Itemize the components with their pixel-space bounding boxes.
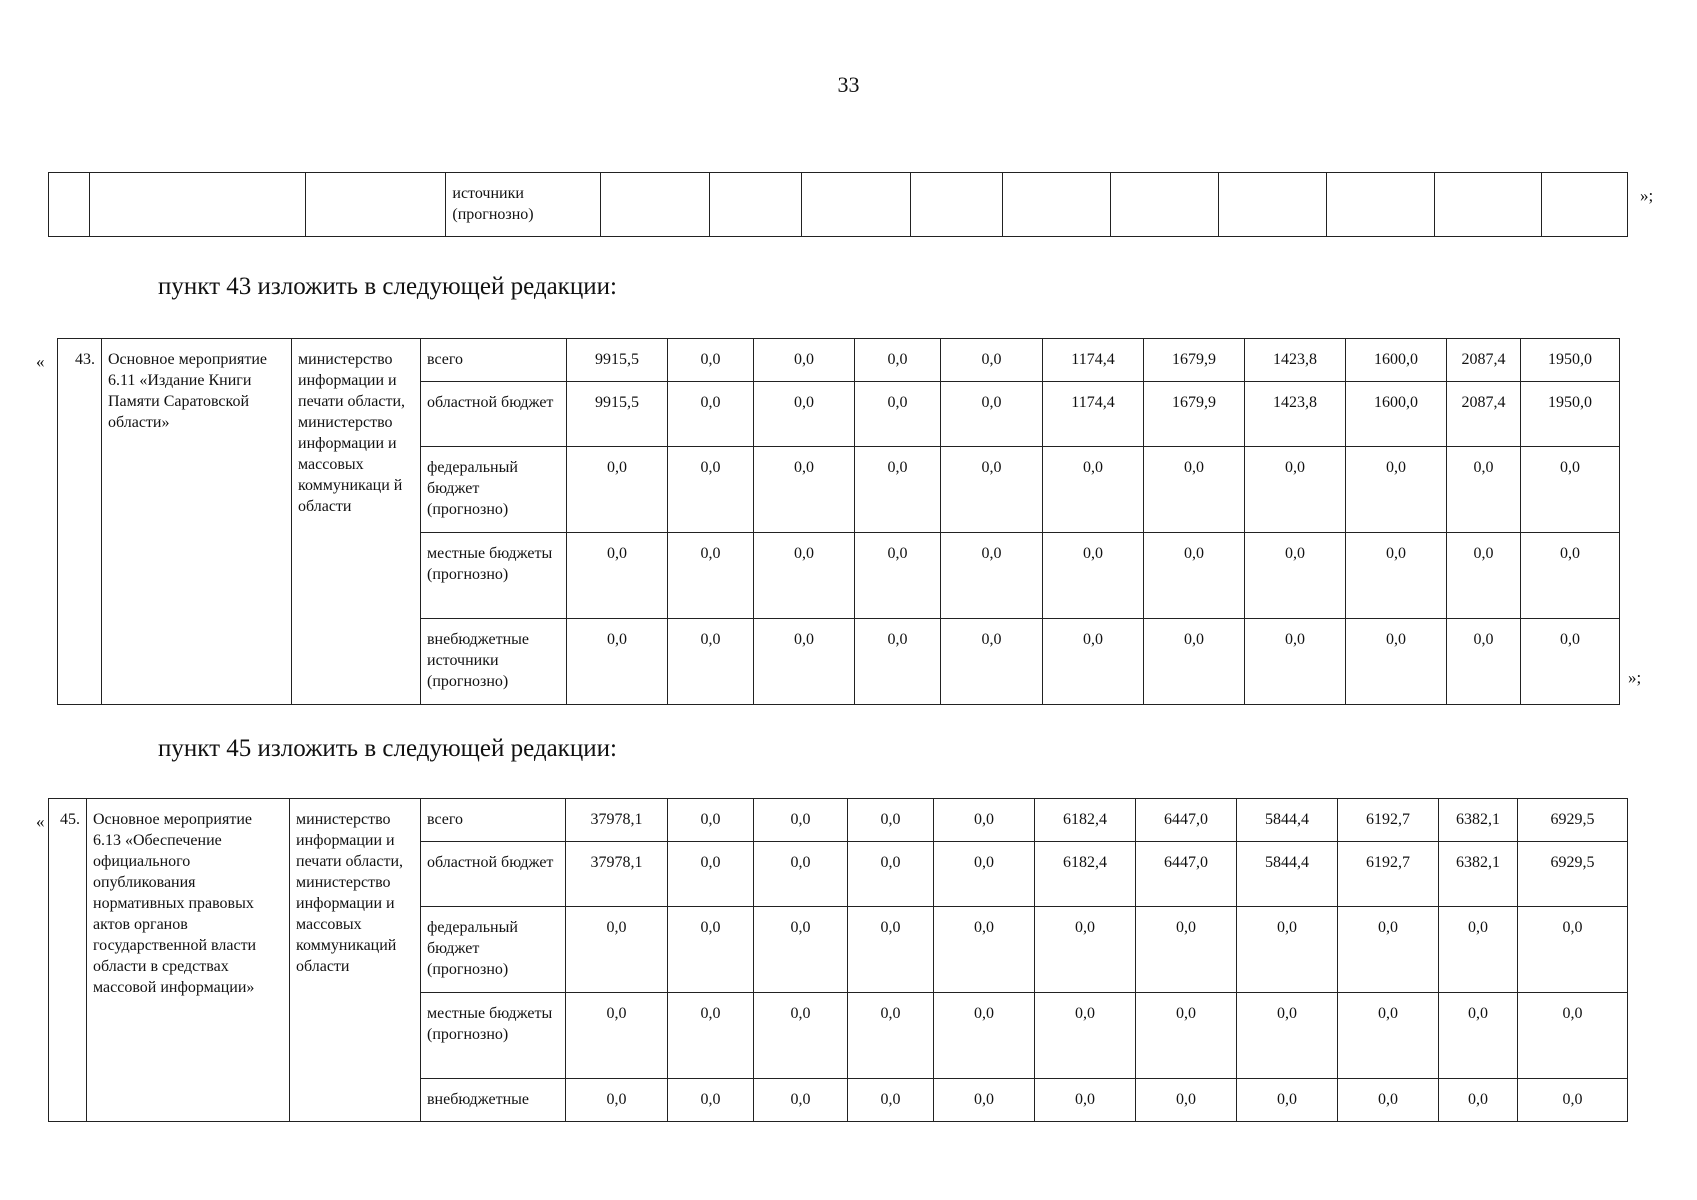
continuation-table [48,172,1628,237]
amount-cell: 0,0 [1346,533,1447,619]
amount-cell: 6929,5 [1518,842,1628,907]
amount-cell: 0,0 [1144,533,1245,619]
amount-cell: 0,0 [754,993,848,1079]
funding-source: всего [421,799,566,842]
amount-cell: 0,0 [754,339,855,382]
amount-cell: 6447,0 [1136,799,1237,842]
amount-cell: 0,0 [941,447,1043,533]
amount-cell: 1600,0 [1346,339,1447,382]
opening-quote: « [36,812,45,831]
table-row [49,799,1628,842]
amount-cell: 0,0 [1136,993,1237,1079]
amount-cell: 0,0 [1439,1079,1518,1122]
item-45-body [49,799,1628,1122]
amount-cell: 0,0 [754,533,855,619]
amount-cell: 0,0 [855,382,941,447]
amount-cell: 0,0 [1245,619,1346,705]
amount-cell: 0,0 [1237,993,1338,1079]
amount-cell: 0,0 [566,993,668,1079]
amount-cell: 0,0 [855,619,941,705]
amount-cell: 0,0 [1346,447,1447,533]
table-cell [49,173,90,237]
amount-cell: 0,0 [1043,619,1144,705]
amount-cell: 6192,7 [1338,799,1439,842]
amount-cell: 0,0 [754,799,848,842]
amount-cell: 5844,4 [1237,842,1338,907]
amount-cell: 0,0 [1338,907,1439,993]
amount-cell: 0,0 [1346,619,1447,705]
amount-cell: 0,0 [1136,1079,1237,1122]
amount-cell: 0,0 [567,447,668,533]
amount-cell: 0,0 [567,533,668,619]
amount-cell: 0,0 [668,619,754,705]
amount-cell: 0,0 [941,619,1043,705]
amount-cell: 0,0 [1043,533,1144,619]
table-cell [1326,173,1434,237]
table-cell [1218,173,1326,237]
closing-quote: »; [1640,186,1654,205]
amount-cell: 0,0 [1245,533,1346,619]
amount-cell: 0,0 [1447,533,1521,619]
table-cell [1434,173,1542,237]
amount-cell: 0,0 [1035,1079,1136,1122]
funding-source: местные бюджеты (прогнозно) [421,533,567,619]
amount-cell: 0,0 [566,907,668,993]
amount-cell: 0,0 [668,1079,754,1122]
item-45-table [48,798,1628,1122]
table-cell [1110,173,1218,237]
amount-cell: 9915,5 [567,339,668,382]
amount-cell: 0,0 [934,993,1035,1079]
amount-cell: 0,0 [934,1079,1035,1122]
amount-cell: 6192,7 [1338,842,1439,907]
amount-cell: 0,0 [1439,907,1518,993]
amount-cell: 0,0 [668,993,754,1079]
amount-cell: 37978,1 [566,842,668,907]
amount-cell: 0,0 [1237,1079,1338,1122]
amount-cell: 0,0 [848,799,934,842]
amount-cell: 0,0 [1245,447,1346,533]
amount-cell: 2087,4 [1447,339,1521,382]
amount-cell: 2087,4 [1447,382,1521,447]
amount-cell: 0,0 [1439,993,1518,1079]
amount-cell: 6382,1 [1439,842,1518,907]
amount-cell: 1679,9 [1144,382,1245,447]
funding-source: всего [421,339,567,382]
funding-source: внебюджетные [421,1079,566,1122]
amount-cell: 0,0 [1043,447,1144,533]
source-cell: источники (прогнозно) [446,173,601,237]
amount-cell: 1174,4 [1043,339,1144,382]
amount-cell: 6182,4 [1035,799,1136,842]
table-cell [89,173,306,237]
item-43-body [58,339,1620,705]
amount-cell: 0,0 [1447,447,1521,533]
opening-quote: « [36,352,45,371]
heading-item-43: пункт 43 изложить в следующей редакции: [158,273,617,300]
amount-cell: 9915,5 [567,382,668,447]
amount-cell: 0,0 [668,447,754,533]
amount-cell: 0,0 [941,339,1043,382]
amount-cell: 0,0 [1338,1079,1439,1122]
funding-source: местные бюджеты (прогнозно) [421,993,566,1079]
amount-cell: 6929,5 [1518,799,1628,842]
amount-cell: 0,0 [1035,993,1136,1079]
table-cell [1002,173,1110,237]
amount-cell: 0,0 [934,907,1035,993]
amount-cell: 0,0 [668,382,754,447]
table-cell [1542,173,1628,237]
amount-cell: 0,0 [1136,907,1237,993]
amount-cell: 0,0 [941,533,1043,619]
amount-cell: 0,0 [1338,993,1439,1079]
amount-cell: 0,0 [1035,907,1136,993]
amount-cell: 0,0 [1144,447,1245,533]
item-number: 43. [58,339,102,705]
amount-cell: 0,0 [566,1079,668,1122]
executor-name: министерство информации и печати области, министерство информации и массовых коммуникаций области [290,799,421,1122]
closing-quote: »; [1628,668,1642,687]
amount-cell: 0,0 [848,907,934,993]
activity-name: Основное мероприятие 6.11 «Издание Книги Памяти Саратовской области» [102,339,292,705]
amount-cell: 0,0 [754,447,855,533]
table-row [58,339,1620,382]
amount-cell: 6382,1 [1439,799,1518,842]
activity-name: Основное мероприятие 6.13 «Обеспечение официального опубликования нормативных правовых актов органов государственной власти области в средствах массовой информации» [87,799,290,1122]
amount-cell: 0,0 [1518,907,1628,993]
amount-cell: 0,0 [668,533,754,619]
amount-cell: 1600,0 [1346,382,1447,447]
amount-cell: 0,0 [754,907,848,993]
amount-cell: 0,0 [1521,619,1620,705]
table-cell [306,173,446,237]
amount-cell: 0,0 [668,907,754,993]
funding-source: федеральный бюджет (прогнозно) [421,447,567,533]
item-number: 45. [49,799,87,1122]
amount-cell: 0,0 [1521,533,1620,619]
amount-cell: 0,0 [1447,619,1521,705]
amount-cell: 0,0 [668,842,754,907]
amount-cell: 0,0 [941,382,1043,447]
amount-cell: 0,0 [1521,447,1620,533]
funding-source: областной бюджет [421,842,566,907]
amount-cell: 0,0 [754,1079,848,1122]
table-cell [911,173,1003,237]
amount-cell: 0,0 [668,799,754,842]
funding-source: федеральный бюджет (прогнозно) [421,907,566,993]
amount-cell: 0,0 [848,1079,934,1122]
amount-cell: 0,0 [1518,1079,1628,1122]
amount-cell: 6182,4 [1035,842,1136,907]
amount-cell: 1950,0 [1521,382,1620,447]
funding-source: областной бюджет [421,382,567,447]
amount-cell: 0,0 [855,533,941,619]
amount-cell: 6447,0 [1136,842,1237,907]
amount-cell: 0,0 [848,993,934,1079]
amount-cell: 0,0 [855,339,941,382]
amount-cell: 0,0 [1144,619,1245,705]
amount-cell: 0,0 [754,382,855,447]
table-cell [710,173,802,237]
amount-cell: 0,0 [567,619,668,705]
amount-cell: 0,0 [848,842,934,907]
heading-item-45: пункт 45 изложить в следующей редакции: [158,735,617,762]
amount-cell: 0,0 [1237,907,1338,993]
page-number: 33 [837,72,860,97]
item-43-table [57,338,1620,705]
amount-cell: 0,0 [934,799,1035,842]
executor-name: министерство информации и печати области, министерство информации и массовых коммуникаци й области [292,339,421,705]
amount-cell: 0,0 [754,619,855,705]
amount-cell: 1423,8 [1245,339,1346,382]
amount-cell: 5844,4 [1237,799,1338,842]
amount-cell: 1950,0 [1521,339,1620,382]
amount-cell: 0,0 [855,447,941,533]
amount-cell: 0,0 [668,339,754,382]
table-cell [601,173,710,237]
amount-cell: 1679,9 [1144,339,1245,382]
amount-cell: 37978,1 [566,799,668,842]
amount-cell: 1174,4 [1043,382,1144,447]
funding-source: внебюджетные источники (прогнозно) [421,619,567,705]
amount-cell: 0,0 [1518,993,1628,1079]
table-cell [802,173,911,237]
amount-cell: 0,0 [754,842,848,907]
amount-cell: 0,0 [934,842,1035,907]
amount-cell: 1423,8 [1245,382,1346,447]
